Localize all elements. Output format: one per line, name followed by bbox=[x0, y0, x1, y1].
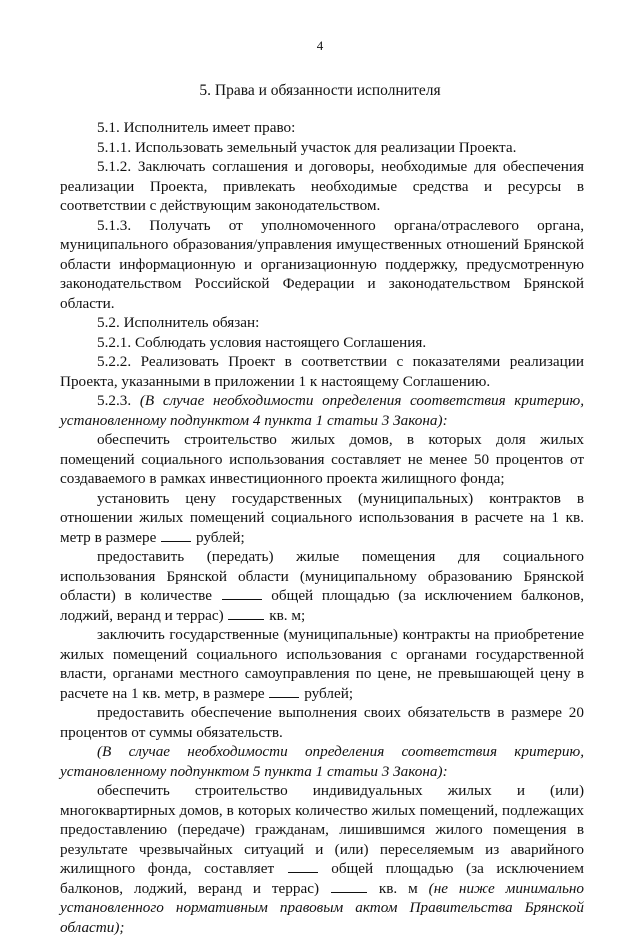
paragraph bbox=[60, 391, 584, 430]
paragraph bbox=[60, 547, 584, 625]
italic-note: (В случае необходимости определения соответствия критерию, установленному подпунктом 4 пункта 1 статьи 3 Закона): bbox=[60, 392, 584, 429]
text-fragment: кв. м; bbox=[269, 606, 306, 624]
blank-field bbox=[288, 860, 318, 873]
paragraph bbox=[60, 489, 584, 548]
paragraph: обеспечить строительство жилых домов, в которых доля жилых помещений социального использования составляет не менее 50 процентов от создаваемого в рамках инвестиционного проекта жилищного фонда; bbox=[60, 431, 584, 487]
italic-note: (не ниже минимально установленного нормативным правовым актом Правительства Брянской области); bbox=[60, 879, 585, 936]
paragraph bbox=[60, 742, 584, 781]
text-fragment: предоставить (передать) жилые помещения для социального использования Брянской области (муниципальному образованию Брянской области) в количестве bbox=[60, 548, 584, 604]
paragraph bbox=[60, 625, 584, 703]
blank-field bbox=[331, 880, 367, 893]
blank-field bbox=[269, 685, 299, 698]
paragraph: 5.2.2. Реализовать Проект в соответствии с показателями реализации Проекта, указанными в приложении 1 к настоящему Соглашению. bbox=[60, 353, 584, 390]
text-fragment: обеспечить строительство индивидуальных жилых и (или) многоквартирных домов, в которых количество жилых помещений, подлежащих предоставлению (передаче) гражданам, лишившимся жилого помещения в результате чрезвычайных ситуаций и (или) переселяемым из аварийного жилищного фонда, составляет bbox=[60, 782, 584, 877]
paragraph: 5.2.1. Соблюдать условия настоящего Соглашения. bbox=[97, 333, 427, 351]
text-fragment: общей площадью (за исключением балконов, лоджий, веранд и террас) bbox=[60, 587, 584, 624]
blank-field bbox=[228, 607, 264, 620]
paragraph: 5.1.3. Получать от уполномоченного органа/отраслевого органа, муниципального образования/управления имущественных отношений Брянской области информационную и организационную поддержку, предусмотренную законодательством Российской Федерации и законодательством Брянской области. bbox=[60, 216, 584, 312]
clause-number: 5.2.3. bbox=[97, 392, 132, 409]
text-fragment: кв. м bbox=[378, 879, 418, 897]
paragraph bbox=[60, 781, 584, 937]
italic-note: (В случае необходимости определения соответствия критерию, установленному подпунктом 5 пункта 1 статьи 3 Закона): bbox=[60, 743, 584, 780]
text-fragment: общей площадью (за исключением балконов, лоджий, веранд и террас) bbox=[60, 860, 584, 897]
paragraph: 5.1.2. Заключать соглашения и договоры, необходимые для обеспечения реализации Проекта, привлекать необходимые средства и ресурсы в соответствии с действующим законодательством. bbox=[60, 158, 584, 214]
paragraph: предоставить обеспечение выполнения своих обязательств в размере 20 процентов от суммы обязательств. bbox=[60, 704, 584, 741]
blank-field bbox=[222, 587, 262, 600]
document-body bbox=[60, 118, 584, 937]
section-heading: 5. Права и обязанности исполнителя bbox=[199, 82, 441, 99]
text-fragment: рублей; bbox=[304, 684, 354, 702]
text-fragment: рублей; bbox=[195, 528, 245, 546]
paragraph: 5.2. Исполнитель обязан: bbox=[97, 314, 260, 331]
paragraph: 5.1.1. Использовать земельный участок для реализации Проекта. bbox=[97, 138, 517, 156]
text-fragment: установить цену государственных (муниципальных) контрактов в отношении жилых помещений социального использования в расчете на 1 кв. метр в размере bbox=[60, 489, 584, 546]
paragraph: 5.1. Исполнитель имеет право: bbox=[97, 119, 296, 136]
text-fragment: заключить государственные (муниципальные) контракты на приобретение жилых помещений социального использования с органами государственной власти, органами местного самоуправления по цене, не превышающей цену в расчете на 1 кв. метр, в размере bbox=[60, 626, 584, 702]
page-number: 4 bbox=[316, 38, 324, 53]
blank-field bbox=[161, 529, 191, 542]
